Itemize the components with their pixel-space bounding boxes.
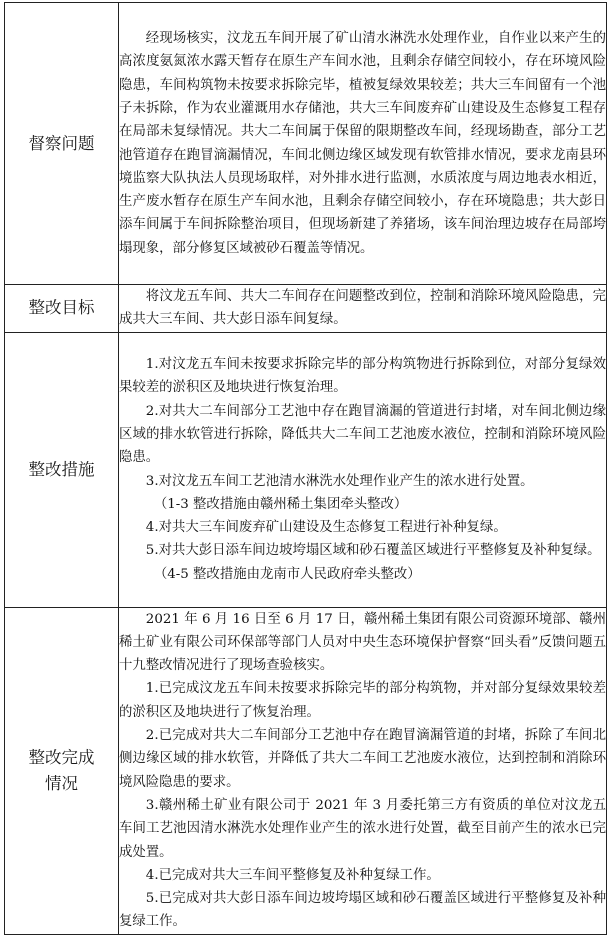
table-row bbox=[5, 607, 607, 934]
paragraph: 4.对共大三车间废弃矿山建设及生态修复工程进行补种复绿。 bbox=[145, 520, 507, 536]
paragraph: 2.已完成对共大二车间部分工艺池中存在跑冒滴漏管道的封堵，拆除了车间北侧边缘区域的排水软管，并降低了共大二车间工艺池废水液位，达到控制和消除环境风险隐患的要求。 bbox=[119, 728, 606, 790]
paragraph-note: （1-3 整改措施由赣州稀土集团牵头整改） bbox=[153, 496, 408, 512]
paragraph: 1.已完成汶龙五车间未按要求拆除完毕的部分构筑物，并对部分复绿效果较差的淤积区及地块进行了恢复治理。 bbox=[119, 681, 606, 720]
paragraph: 4.已完成对共大三车间平整修复及补种复绿工作。 bbox=[145, 867, 440, 883]
row-label-rectification-measures: 整改措施 bbox=[5, 332, 119, 607]
paragraph: 5.已完成对共大彭日添车间边坡垮塌区域和砂石覆盖区域进行平整修复及补种复绿工作。 bbox=[119, 891, 606, 930]
paragraph: 3.对汶龙五车间工艺池清水淋洗水处理作业产生的浓水进行处置。 bbox=[145, 473, 534, 489]
paragraph: 2.对共大二车间部分工艺池中存在跑冒滴漏的管道进行封堵，对车间北侧边缘区域的排水软管进行拆除，降低共大二车间工艺池废水液位，控制和消除环境风险隐患。 bbox=[119, 403, 606, 466]
paragraph: 3.赣州稀土矿业有限公司于 2021 年 3 月委托第三方有资质的单位对汶龙五车间工艺池因清水淋洗水处理作业产生的浓水进行处置，截至目前产生的浓水已完成处置。 bbox=[119, 797, 606, 860]
row-content-inspection-issue bbox=[119, 3, 607, 285]
row-content-completion-status bbox=[119, 607, 607, 934]
paragraph-note: （4-5 整改措施由龙南市人民政府牵头整改） bbox=[153, 566, 421, 582]
row-label-line: 整改完成 bbox=[28, 747, 95, 767]
paragraph: 1.对汶龙五车间未按要求拆除完毕的部分构筑物进行拆除到位，对部分复绿效果较差的淤积区及地块进行恢复治理。 bbox=[119, 357, 606, 396]
rectification-table bbox=[4, 2, 607, 935]
table-row bbox=[5, 3, 607, 285]
paragraph: 2021 年 6 月 16 日至 6 月 17 日，赣州稀土集团有限公司资源环境部、赣州稀土矿业有限公司环保部等部门人员对中央生态环境保护督察“回头看”反馈问题五十九整改情况进行了现场查验核实。 bbox=[119, 611, 606, 674]
row-content-rectification-measures bbox=[119, 332, 607, 607]
row-label-completion-status bbox=[5, 607, 119, 934]
row-label-line: 情况 bbox=[45, 773, 78, 793]
row-content-rectification-goal bbox=[119, 285, 607, 333]
table-row bbox=[5, 332, 607, 607]
paragraph: 5.对共大彭日添车间边坡垮塌区域和砂石覆盖区域进行平整修复及补种复绿。 bbox=[145, 543, 601, 559]
paragraph: 将汶龙五车间、共大二车间存在问题整改到位，控制和消除环境风险隐患，完成共大三车间、共大彭日添车间复绿。 bbox=[119, 289, 606, 328]
paragraph: 经现场核实，汶龙五车间开展了矿山清水淋洗水处理作业，自作业以来产生的高浓度氨氮浓水露天暂存在原生产车间水池，且剩余存储空间较小，存在环境风险隐患，车间构筑物未按要求拆除完毕，植被复绿效果较差；共大三车间留有一个池子未拆除，作为农业灌溉用水存储池，共大三车间废弃矿山建设及生态修复工程存在局部未复绿情况。共大二车间属于保留的限期整改车间，经现场勘查，部分工艺池管道存在跑冒滴漏情况，车间北侧边缘区域发现有软管排水情况，要求龙南县环境监察大队执法人员现场取样，对外排水进行监测，水质浓度与周边地表水相近，生产废水暂存在原生产车间水池，且剩余存储空间较小，存在环境隐患；共大彭日添车间属于车间拆除整治项目，但现场新建了养猪场，该车间治理边坡存在局部垮塌现象，部分修复区域被砂石覆盖等情况。 bbox=[119, 31, 606, 256]
row-label-rectification-goal: 整改目标 bbox=[5, 285, 119, 333]
table-row bbox=[5, 285, 607, 333]
row-label-inspection-issue: 督察问题 bbox=[5, 3, 119, 285]
